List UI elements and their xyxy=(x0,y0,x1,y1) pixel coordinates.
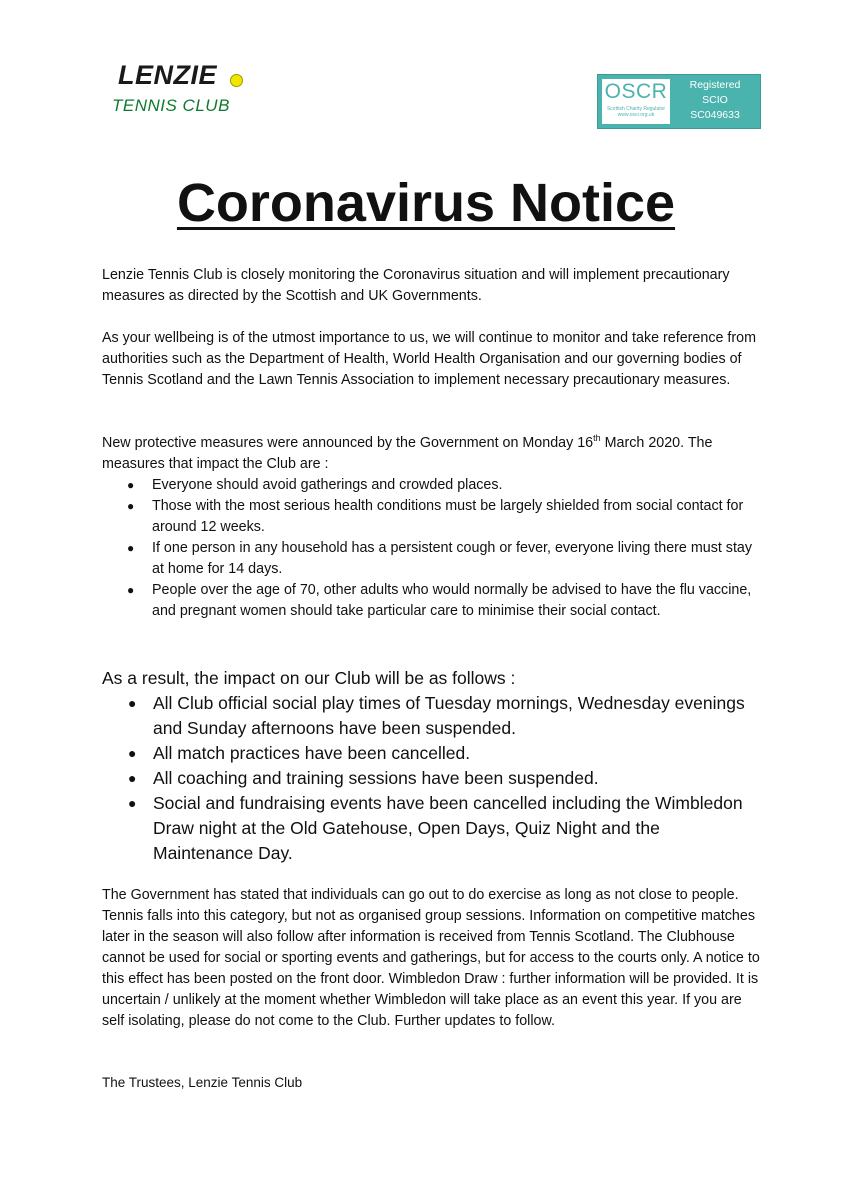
oscr-caption-line2: www.oscr.org.uk xyxy=(617,112,655,118)
page-title: Coronavirus Notice xyxy=(176,173,676,233)
measures-intro xyxy=(102,433,762,475)
oscr-registration-badge xyxy=(597,74,761,129)
measures-intro-text: New protective measures were announced by the Government on Monday 16 xyxy=(102,435,594,451)
list-item-text: All Club official social play times of Tuesday mornings, Wednesday evenings and Sunday afternoons have been suspended. xyxy=(153,693,745,738)
intro-text: Lenzie Tennis Club is closely monitoring the Coronavirus situation and will implement precautionary measures as directed by the Scottish and UK Governments. xyxy=(102,267,730,304)
list-item xyxy=(102,791,762,866)
bullet-icon: ● xyxy=(127,478,135,492)
measures-intro-text-cont: March 2020. The measures that impact the Club are : xyxy=(102,435,713,472)
impact-intro: As a result, the impact on our Club will be as follows : xyxy=(102,668,516,688)
list-item-text: All match practices have been cancelled. xyxy=(153,743,471,763)
wellbeing-text: As your wellbeing is of the utmost importance to us, we will continue to monitor and take reference from authorities such as the Department of Health, World Health Organisation and our governing bodies of Tennis Scotland and the Lawn Tennis Association to implement necessary precautionary measures. xyxy=(102,330,756,388)
measures-list xyxy=(102,475,762,622)
impact-list xyxy=(102,691,762,866)
bullet-icon: ● xyxy=(128,770,137,786)
guidance-text: The Government has stated that individuals can go out to do exercise as long as not close to people. Tennis falls into this category, but not as organised group sessions. Information on competitive matches later in the season will also follow after information is received from Tennis Scotland. The Clubhouse cannot be used for social or sporting events and gatherings, but for access to the courts only. A notice to this effect has been posted on the front door. Wimbledon Draw : further information will be provided. It is uncertain / unlikely at the moment whether Wimbledon will take place as an event this year. If you are self isolating, please do not come to the Club. Further updates to follow. xyxy=(102,887,760,1029)
oscr-number: SC049633 xyxy=(690,109,740,121)
measures-section xyxy=(102,433,762,622)
signature xyxy=(102,1072,762,1093)
government-guidance-paragraph xyxy=(102,885,762,1032)
bullet-icon: ● xyxy=(128,795,137,811)
list-item-text: All coaching and training sessions have been suspended. xyxy=(153,768,599,788)
list-item-text: Everyone should avoid gatherings and crowded places. xyxy=(152,477,503,493)
list-item xyxy=(102,741,762,766)
list-item xyxy=(102,691,762,741)
tennis-ball-icon xyxy=(230,74,243,87)
list-item xyxy=(102,538,762,580)
oscr-mark-text: OSCR xyxy=(604,80,668,103)
signature-text: The Trustees, Lenzie Tennis Club xyxy=(102,1075,303,1090)
oscr-mark xyxy=(602,79,670,124)
impact-section xyxy=(102,666,762,866)
list-item xyxy=(102,766,762,791)
list-item-text: If one person in any household has a persistent cough or fever, everyone living there must stay at home for 14 days. xyxy=(152,540,753,577)
bullet-icon: ● xyxy=(127,541,135,555)
club-logo xyxy=(112,60,262,122)
list-item-text: Social and fundraising events have been cancelled including the Wimbledon Draw night at the Old Gatehouse, Open Days, Quiz Night and the Maintenance Day. xyxy=(153,793,743,863)
list-item-text: Those with the most serious health conditions must be largely shielded from social contact for around 12 weeks. xyxy=(152,498,744,535)
club-logo-subtitle: TENNIS CLUB xyxy=(112,96,230,115)
list-item xyxy=(102,475,762,496)
oscr-caption-line1: Scottish Charity Regulator xyxy=(606,106,666,112)
oscr-registered-label: Registered xyxy=(689,79,741,91)
bullet-icon: ● xyxy=(128,695,137,711)
date-ordinal-suffix: th xyxy=(593,433,601,444)
oscr-scio-label: SCIO xyxy=(702,94,728,106)
wellbeing-paragraph xyxy=(102,328,762,391)
bullet-icon: ● xyxy=(127,583,135,597)
bullet-icon: ● xyxy=(127,499,135,513)
list-item-text: People over the age of 70, other adults who would normally be advised to have the flu vaccine, and pregnant women should take particular care to minimise their social contact. xyxy=(152,582,752,619)
oscr-registration-text xyxy=(672,78,758,123)
list-item xyxy=(102,580,762,622)
oscr-mark-caption xyxy=(602,106,670,118)
intro-paragraph xyxy=(102,265,762,307)
list-item xyxy=(102,496,762,538)
club-logo-name: LENZIE xyxy=(118,60,218,90)
bullet-icon: ● xyxy=(128,745,137,761)
